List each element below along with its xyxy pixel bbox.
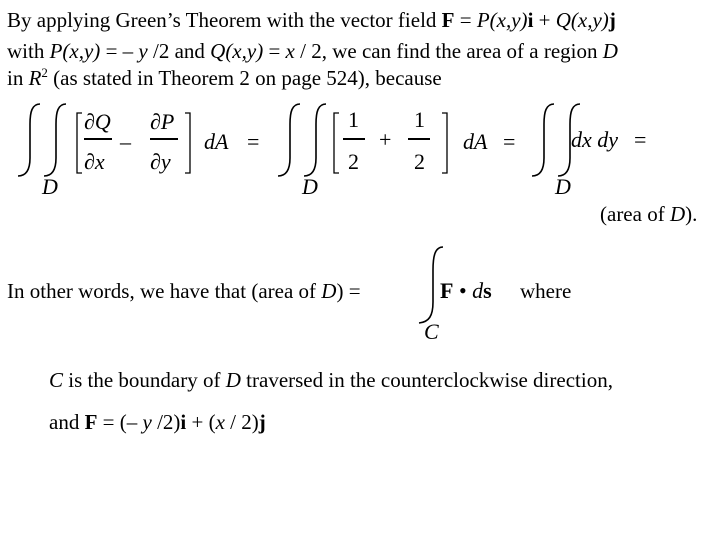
dot-operator: • [453,278,473,303]
region-D: D [321,279,337,303]
args-xy: (x,y) [225,39,264,63]
dxdy: dx dy [571,127,619,152]
dA: dA [463,129,488,154]
numerator-dP [150,110,174,134]
function-Q: Q [555,8,571,32]
equals-3: = [634,127,647,152]
var-x: x [215,410,225,434]
equals-1: = [247,129,260,154]
right-bracket-icon [184,112,192,174]
second-sentence [7,279,361,303]
F-dot-ds [440,279,492,303]
fraction-bar [343,138,365,140]
intro-line-3 [7,66,442,90]
numerator-dQ [84,110,111,134]
numerator-one-2: 1 [414,107,425,132]
args-xy: (x,y) [489,8,528,32]
right-bracket-icon [441,112,449,174]
intro-text: (as stated in Theorem 2 on page 524), because [47,66,442,90]
vector-s: s [483,278,492,303]
differential-d: d [472,278,484,303]
function-P: P [476,8,490,32]
partial-dy: ∂y [150,149,171,174]
where-word: where [520,279,572,303]
function-P: P [49,39,63,63]
sentence-text: /2) [151,410,181,434]
numerator-one-1: 1 [348,107,359,132]
space-R: R [28,66,42,90]
area-text: ). [685,202,698,226]
sentence-text: = (– [97,410,143,434]
sentence-text: and [49,410,85,434]
sentence-text: is the boundary of [63,368,226,392]
intro-text: with [7,39,50,63]
dA-1 [204,130,228,154]
denominator-dy [150,150,171,174]
curve-C-subscript: C [424,319,439,344]
fraction-bar [84,138,112,140]
double-integral-icon [14,100,84,180]
var-y: y [138,39,148,63]
left-bracket-icon [76,112,84,174]
region-D-subscript: D [302,174,318,199]
equals-2: = [503,129,516,154]
partial-dQ: ∂Q [84,109,111,134]
region-D: D [669,202,686,226]
boundary-sentence [49,368,613,392]
region-D: D [602,39,618,63]
intro-line-1 [7,8,616,32]
denominator-dx [84,150,105,174]
dx-dy [571,128,618,152]
partial-dP: ∂P [150,109,175,134]
fraction-bar [150,138,178,140]
left-bracket-icon [333,112,341,174]
function-Q: Q [210,39,226,63]
region-D: D [225,368,241,392]
area-of-D [600,202,697,226]
sentence-text: ) = [336,279,361,303]
vector-F: F [441,8,455,32]
intro-text: By applying Green’s Theorem with the vector field [7,8,442,32]
unit-i: i [527,8,534,32]
sentence-text: In other words, we have that (area of [7,279,322,303]
plus-sign: + [379,127,392,152]
area-text: (area of [600,202,670,226]
region-D-subscript: D [42,174,58,199]
plus: + [533,8,556,32]
vector-F: F [440,278,454,303]
intro-line-2 [7,39,618,63]
equals: = [454,8,477,32]
intro-text: /2 and [147,39,211,63]
sentence-text: / 2) [224,410,259,434]
final-sentence [49,410,266,434]
superscript: 2 [41,65,48,80]
region-D-subscript: D [555,174,571,199]
intro-text: = [263,39,286,63]
unit-j: j [608,8,616,32]
var-y: y [142,410,152,434]
unit-i: i [180,410,187,434]
dA-2 [463,130,487,154]
intro-text: in [7,66,29,90]
sentence-text: traversed in the counterclockwise direction, [240,368,613,392]
curve-C: C [49,368,64,392]
partial-dx: ∂x [84,149,105,174]
fraction-bar [408,138,430,140]
sentence-text: + ( [186,410,216,434]
vector-F: F [84,410,98,434]
intro-text: = – [100,39,139,63]
args-xy: (x,y) [570,8,609,32]
args-xy: (x,y) [62,39,101,63]
unit-j: j [258,410,266,434]
var-x: x [285,39,295,63]
minus-sign: – [120,129,131,154]
denominator-two-2: 2 [414,149,425,174]
intro-text: / 2, we can find the area of a region [294,39,603,63]
dA: dA [204,129,229,154]
denominator-two-1: 2 [348,149,359,174]
